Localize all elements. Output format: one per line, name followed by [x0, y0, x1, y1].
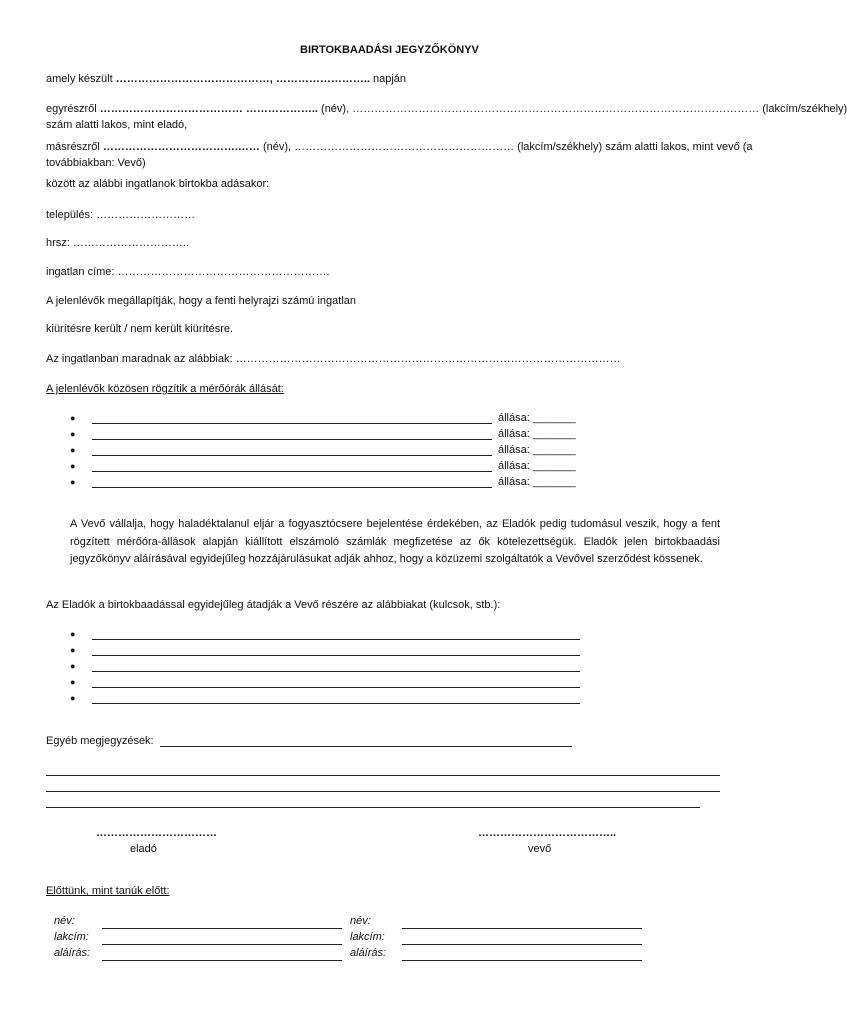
meter-blank-line — [92, 455, 492, 456]
meter-heading: A jelenlévők közösen rögzítik a mérőórák állását: — [46, 383, 284, 395]
statement-line: A jelenlévők megállapítják, hogy a fenti helyrajzi számú ingatlan — [46, 295, 357, 307]
seller-label: eladó — [130, 843, 157, 855]
meter-blank-line — [92, 439, 492, 440]
meter-reading-label: állása: _______ — [498, 460, 576, 472]
property-intro: között az alábbi ingatlanok birtokba adásakor: — [46, 178, 270, 190]
meter-reading-label: állása: _______ — [498, 412, 576, 424]
handover-blank-line — [92, 687, 580, 688]
meter-blank-line — [92, 471, 492, 472]
witness2-signature-line — [402, 960, 642, 961]
handover-blank-line — [92, 639, 580, 640]
witness2-name-label: név: — [350, 915, 371, 927]
handover-line: Az Eladók a birtokbaadással egyidejűleg átadják a Vevő részére az alábbiakat (kulcsok, stb.): — [46, 599, 501, 611]
witness2-address-line — [402, 944, 642, 945]
document-title: BIRTOKBAADÁSI JEGYZŐKÖNYV — [300, 44, 479, 56]
bullet-icon: ● — [70, 661, 76, 671]
witness1-signature-label: aláírás: — [54, 947, 91, 959]
bullet-icon: ● — [70, 693, 76, 703]
bullet-icon: ● — [70, 629, 76, 639]
remaining-items-line: Az ingatlanban maradnak az alábbiak: …………………………………………………………………………………………… — [46, 353, 621, 365]
handover-blank-line — [92, 655, 580, 656]
seller-signature-line: …………………………… — [96, 827, 217, 839]
meter-blank-line — [92, 423, 492, 424]
witness1-address-label: lakcím: — [54, 931, 89, 943]
buyer-obligation-paragraph: A Vevő vállalja, hogy haladéktalanul eljár a fogyasztócsere bejelentése érdekében, az Eladók pedig tudomásul veszik, hogy a fent rögzített mérőóra-állások alapján kiállított elszámoló számlák megfizetése az ők kötelezettségük. Eladók jelen birtokbaadási jegyzőkönyv aláírásával egyidejűleg hozzájárulásukat adják ahhoz, hogy a közüzemi szolgáltatók a Vevővel szerződést kössenek. — [70, 518, 720, 565]
notes-blank-line — [46, 791, 720, 792]
notes-blank-line — [46, 775, 720, 776]
clearance-line: kiürítésre került / nem került kiürítésre. — [46, 323, 234, 335]
bullet-icon: ● — [70, 677, 76, 687]
bullet-icon: ● — [70, 429, 76, 439]
handover-blank-line — [92, 671, 580, 672]
meter-blank-line — [92, 487, 492, 488]
notes-blank-line — [46, 807, 700, 808]
buyer-line: másrészről ……………………………….…… (név), …………………………………………………… (lakcím/székhely) szám alatti lakos, mint vevő (a — [46, 141, 753, 153]
witness-heading: Előttünk, mint tanúk előtt: — [46, 885, 170, 897]
settlement-field: település: ……………………… — [46, 209, 196, 221]
witness2-signature-label: aláírás: — [350, 947, 387, 959]
seller-line: egyrészről ………………………………… ……………….. (név), ………………………………………………………………………………………………… (lakcím/székhely) — [46, 103, 847, 115]
handover-blank-line — [92, 703, 580, 704]
bullet-icon: ● — [70, 445, 76, 455]
meter-reading-label: állása: _______ — [498, 444, 576, 456]
bullet-icon: ● — [70, 477, 76, 487]
bullet-icon: ● — [70, 461, 76, 471]
seller-line-cont: szám alatti lakos, mint eladó, — [46, 119, 188, 131]
buyer-signature-line: ……………………………….. — [478, 827, 617, 839]
meter-reading-label: állása: _______ — [498, 428, 576, 440]
date-line: amely készült ……………………………………, …………………….. napján — [46, 73, 407, 85]
buyer-label: vevő — [528, 843, 552, 855]
witness1-signature-line — [102, 960, 342, 961]
bullet-icon: ● — [70, 645, 76, 655]
witness2-name-line — [402, 928, 642, 929]
property-address-field: ingatlan címe: …………………………………………………. — [46, 266, 330, 278]
buyer-line-cont: továbbiakban: Vevő) — [46, 157, 146, 169]
lot-number-field: hrsz: ………………………….. — [46, 237, 190, 249]
witness1-name-label: név: — [54, 915, 75, 927]
witness1-address-line — [102, 944, 342, 945]
witness2-address-label: lakcím: — [350, 931, 385, 943]
notes-blank-line — [160, 746, 572, 747]
notes-label: Egyéb megjegyzések: — [46, 735, 154, 747]
meter-reading-label: állása: _______ — [498, 476, 576, 488]
witness1-name-line — [102, 928, 342, 929]
bullet-icon: ● — [70, 413, 76, 423]
